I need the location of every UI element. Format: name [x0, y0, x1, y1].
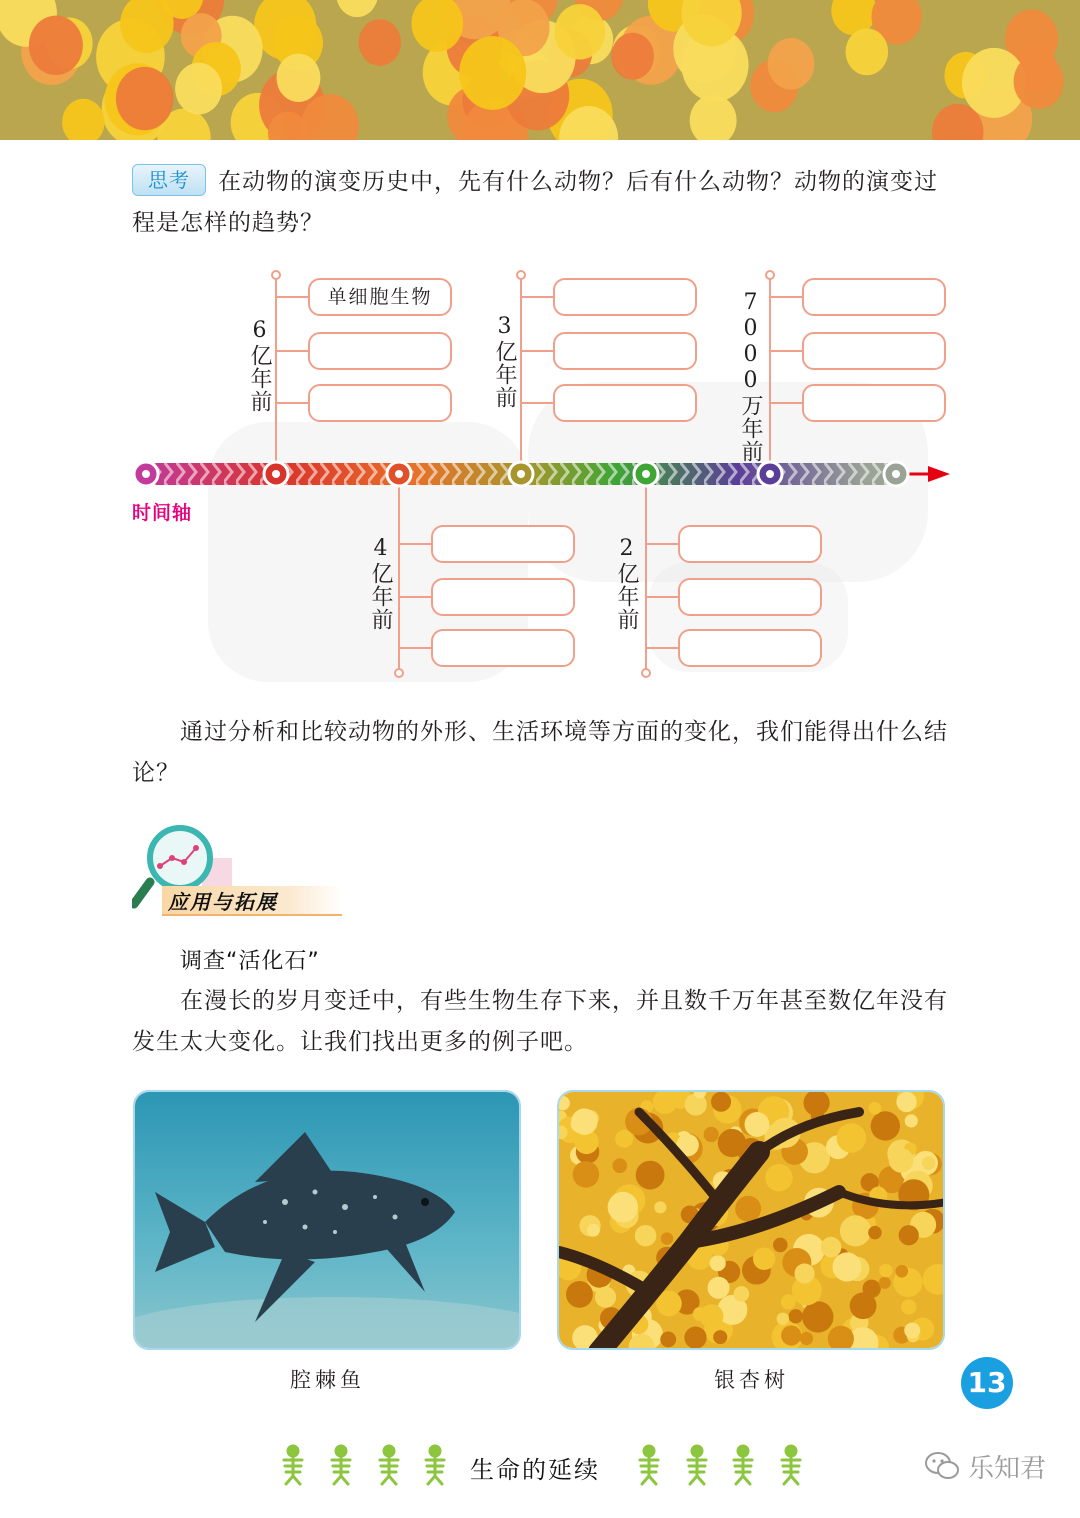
- fish-skeleton-icon: [280, 1444, 306, 1490]
- answer-box[interactable]: [431, 525, 575, 563]
- footer: [0, 1440, 1080, 1500]
- page-number: 13: [961, 1357, 1013, 1409]
- timeline-arrow-icon: [928, 466, 950, 482]
- timeline-axis-label: 时间轴: [132, 502, 193, 524]
- think-text: 在动物的演变历史中，先有什么动物？后有什么动物？动物的演变过程是怎样的趋势？: [132, 169, 938, 236]
- fish-skeleton-icon: [730, 1444, 756, 1490]
- answer-box[interactable]: 单细胞生物: [308, 278, 452, 316]
- footer-title: 生命的延续: [470, 1456, 600, 1484]
- answer-box[interactable]: [553, 278, 697, 316]
- photo-caption: 腔棘鱼: [290, 1368, 365, 1392]
- answer-box[interactable]: [802, 384, 946, 422]
- fish-skeleton-icon: [684, 1444, 710, 1490]
- period-label: 3亿年前: [492, 314, 517, 409]
- fish-skeleton-icon: [328, 1444, 354, 1490]
- answer-box[interactable]: [802, 278, 946, 316]
- answer-box[interactable]: [308, 332, 452, 370]
- answer-box[interactable]: [553, 332, 697, 370]
- period-label: 4亿年前: [368, 536, 393, 631]
- answer-box[interactable]: [802, 332, 946, 370]
- extension-paragraph: 在漫长的岁月变迁中，有些生物生存下来，并且数千万年甚至数亿年没有发生太大变化。让我们找出更多的例子吧。: [132, 988, 948, 1055]
- answer-box[interactable]: [431, 629, 575, 667]
- wechat-icon: [924, 1451, 960, 1481]
- fish-skeleton-icon: [422, 1444, 448, 1490]
- fish-skeleton-icon: [636, 1444, 662, 1490]
- think-tag: 思考: [132, 164, 206, 196]
- answer-box[interactable]: [308, 384, 452, 422]
- tulip-banner-image: [0, 0, 1080, 140]
- fish-skeleton-icon: [376, 1444, 402, 1490]
- answer-box[interactable]: [678, 629, 822, 667]
- answer-box[interactable]: [678, 578, 822, 616]
- period-label: 2亿年前: [614, 536, 639, 631]
- ginkgo-photo: [557, 1090, 945, 1350]
- coelacanth-photo: [133, 1090, 521, 1350]
- period-label: 6亿年前: [247, 318, 272, 413]
- photo-caption: 银杏树: [714, 1368, 789, 1392]
- watermark: [924, 1448, 1046, 1484]
- watermark-text: 乐知君: [968, 1453, 1047, 1484]
- period-label: 7000万年前: [738, 290, 763, 463]
- answer-box[interactable]: [431, 578, 575, 616]
- conclusion-question: 通过分析和比较动物的外形、生活环境等方面的变化，我们能得出什么结论？: [132, 719, 948, 786]
- extension-header: [132, 822, 322, 922]
- answer-box[interactable]: [553, 384, 697, 422]
- extension-title: 应用与拓展: [162, 886, 342, 916]
- section-subtitle: 调查“活化石”: [180, 949, 320, 974]
- think-prompt: [132, 162, 952, 244]
- evolution-timeline: [128, 262, 958, 687]
- fish-skeleton-icon: [778, 1444, 804, 1490]
- answer-box[interactable]: [678, 525, 822, 563]
